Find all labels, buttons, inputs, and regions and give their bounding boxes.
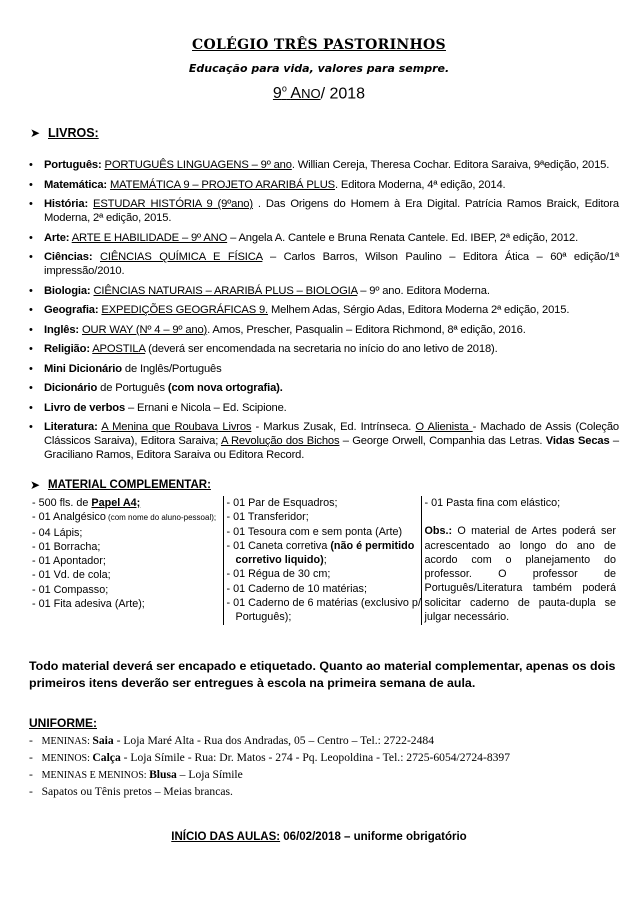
grade-ordinal: o [281,84,287,94]
grade-initial: A [290,85,302,103]
material-column-1 [29,496,223,625]
books-list [29,158,619,468]
material-item: - 01 Borracha; [32,540,101,553]
book-item-matematica: • Matemática: MATEMÁTICA 9 – PROJETO ARARIBÁ PLUS. Editora Moderna, 4ª edição, 2014. [29,178,619,192]
material-note: Todo material deverá ser encapado e etiquetado. Quanto ao material complementar, apenas os dois primeiros itens deverão ser entregues à escola na primeira semana de aula. [29,659,616,690]
book-item-historia: • História: ESTUDAR HISTÓRIA 9 (9ºano) . Das Origens do Homem à Era Digital. Patrícia Ramos Braick, Editora Moderna, 2ª edição, 2015. [29,197,619,225]
material-item: - 01 Apontador; [32,555,106,568]
material-item: - 500 fls. de Papel A4; [32,497,141,509]
uniform-heading: UNIFORME: [29,716,97,730]
book-item-dicionario: • Dicionário de Português (com nova ortografia). [29,381,619,395]
book-item-arte: • Arte: ARTE E HABILIDADE – 9º ANO – Angela A. Cantele e Bruna Renata Cantele. Ed. IBEP, 2ª edição, 2012. [29,231,619,245]
school-year: / 2018 [320,85,366,103]
book-item-ciencias: • Ciências: CIÊNCIAS QUÍMICA E FÍSICA – Carlos Barros, Wilson Paulino – Editora Ática – 60ª edição/1ª impressão/2010. [29,250,619,278]
grade-number: 9 [272,85,282,103]
book-item-religiao: • Religião: APOSTILA (deverá ser encomendada na secretaria no início do ano letivo de 2018). [29,342,619,356]
material-item: - 01 Régua de 30 cm; [226,568,331,581]
book-item-portugues: • Português: PORTUGUÊS LINGUAGENS – 9º ano. Willian Cereja, Theresa Cochar. Editora Saraiva, 9ªedição, 2015. [29,158,619,172]
material-item: - 01 Compasso; [32,583,109,596]
book-item-ingles: • Inglês: OUR WAY (Nº 4 – 9º ano). Amos, Prescher, Pasqualin – Editora Richmond, 8ª edição, 2016. [29,323,619,337]
material-column-2 [223,496,421,625]
grade-label [273,85,321,102]
classes-start: INÍCIO DAS AULAS: 06/02/2018 – uniforme obrigatório [171,831,467,843]
material-heading: MATERIAL COMPLEMENTAR: [48,479,211,491]
material-item: corretivo liquido); [235,554,327,567]
material-item: - 01 Par de Esquadros; [226,497,338,509]
uniform-item: - MENINAS: Saia - Loja Maré Alta - Rua dos Andradas, 05 – Centro – Tel.: 2722-2484 [29,734,434,747]
material-item: - 01 Analgésico (com nome do aluno-pessoal); [32,511,217,524]
grade-year-title [0,84,638,103]
arrow-bullet-icon: ➤ [30,126,41,140]
arrow-bullet-icon: ➤ [30,478,41,492]
material-item: - 04 Lápis; [32,526,83,539]
uniform-item: - Sapatos ou Tênis pretos – Meias brancas. [29,785,233,798]
uniform-item: - MENINAS E MENINOS: Blusa – Loja Símile [29,768,243,781]
uniform-item: - MENINOS: Calça - Loja Símile - Rua: Dr. Matos - 274 - Pq. Leopoldina - Tel.: 2725-6054/2724-8397 [29,751,511,764]
school-name: COLÉGIO TRÊS PASTORINHOS [192,37,446,53]
material-item: - 01 Caderno de 10 matérias; [226,582,367,595]
material-item: - 01 Caneta corretiva (não é permitido [226,539,415,552]
material-item: Português); [235,611,292,624]
material-item: - 01 Caderno de 6 matérias (exclusivo p/ [226,597,421,610]
material-item: - 01 Pasta fina com elástico; [424,497,561,509]
material-item: - 01 Transferidor; [226,511,309,524]
uniform-list [29,733,629,800]
material-table [29,496,619,625]
grade-word: NO [301,86,321,102]
book-item-literatura: • Literatura: A Menina que Roubava Livros - Markus Zusak, Ed. Intrínseca. O Alienista - Machado de Assis (Coleção Clássicos Saraiva), Editora Saraiva; A Revolução dos Bichos – George Orwell, Companhia das Letras. Vidas Secas – Graciliano Ramos, Editora Saraiva ou Editora Record. [29,420,619,462]
school-motto: Educação para vida, valores para sempre. [188,62,450,75]
material-column-3 [421,496,619,625]
material-item: - 01 Vd. de cola; [32,569,111,582]
material-item: - 01 Tesoura com e sem ponta (Arte) [226,525,403,538]
material-obs: Obs.: O material de Artes poderá ser acrescentado ao longo do ano de acordo com o planejamento do professor. O professor de Português/Literatura também poderá solicitar caderno de pauta-dupla se julgar necessário. [424,525,616,624]
book-item-verbos: • Livro de verbos – Ernani e Nicola – Ed. Scipione. [29,401,619,415]
books-heading: LIVROS: [48,126,99,140]
book-item-biologia: • Biologia: CIÊNCIAS NATURAIS – ARARIBÁ PLUS – BIOLOGIA – 9º ano. Editora Moderna. [29,284,619,298]
book-item-mini-dicionario: • Mini Dicionário de Inglês/Português [29,362,619,376]
material-item: - 01 Fita adesiva (Arte); [32,598,145,611]
book-item-geografia: • Geografia: EXPEDIÇÕES GEOGRÁFICAS 9. Melhem Adas, Sérgio Adas, Editora Moderna 2ª edição, 2015. [29,303,619,317]
